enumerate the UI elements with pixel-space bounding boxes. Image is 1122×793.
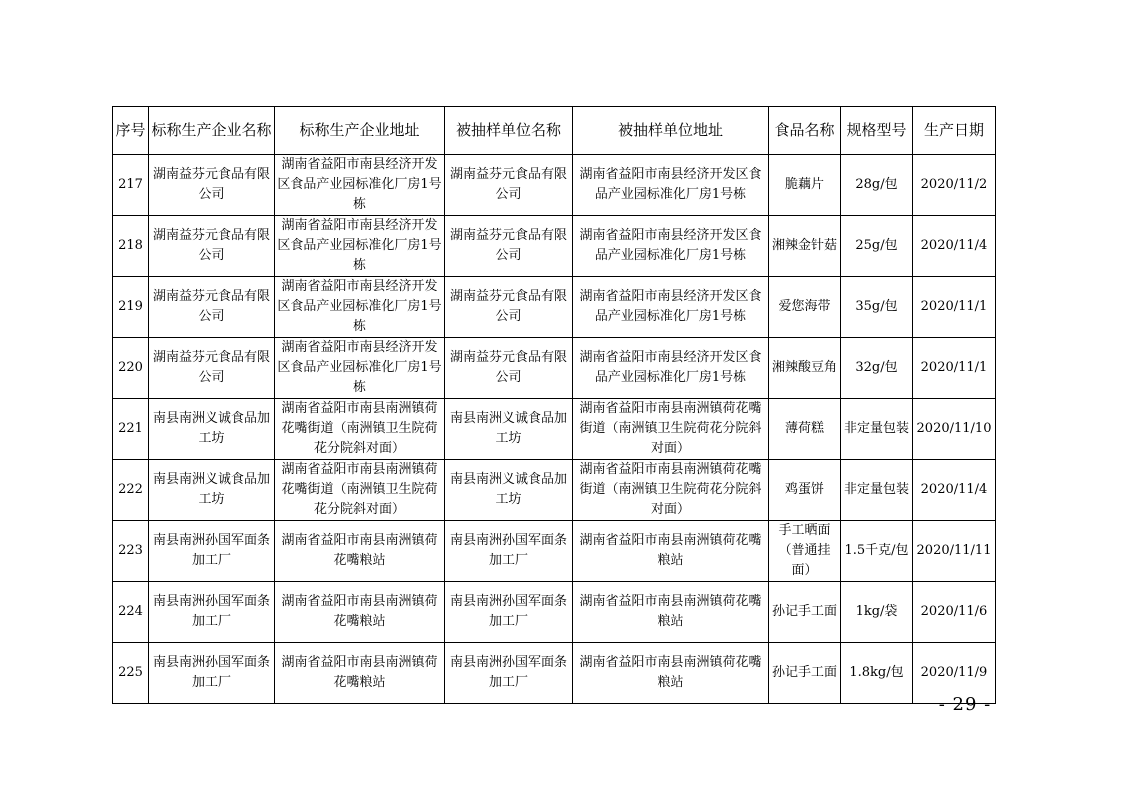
table-row — [113, 338, 996, 399]
table-row — [113, 399, 996, 460]
table-row — [113, 216, 996, 277]
header-date: 生产日期 — [913, 107, 996, 155]
table-row — [113, 460, 996, 521]
cell-sampled-unit: 南县南洲义诚食品加工坊 — [445, 460, 573, 521]
cell-no: 218 — [113, 216, 149, 277]
cell-producer: 南县南洲孙国军面条加工厂 — [149, 643, 275, 704]
cell-sampled-address: 湖南省益阳市南县经济开发区食品产业园标准化厂房1号栋 — [573, 277, 769, 338]
cell-sampled-address: 湖南省益阳市南县南洲镇荷花嘴街道（南洲镇卫生院荷花分院斜对面） — [573, 460, 769, 521]
cell-food: 脆藕片 — [769, 155, 841, 216]
cell-date: 2020/11/10 — [913, 399, 996, 460]
cell-food: 薄荷糕 — [769, 399, 841, 460]
cell-sampled-unit: 南县南洲孙国军面条加工厂 — [445, 643, 573, 704]
cell-no: 222 — [113, 460, 149, 521]
cell-sampled-unit: 湖南益芬元食品有限公司 — [445, 277, 573, 338]
cell-sampled-unit: 南县南洲孙国军面条加工厂 — [445, 582, 573, 643]
cell-producer: 湖南益芬元食品有限公司 — [149, 277, 275, 338]
cell-spec: 32g/包 — [841, 338, 913, 399]
cell-sampled-unit: 湖南益芬元食品有限公司 — [445, 155, 573, 216]
cell-spec: 1kg/袋 — [841, 582, 913, 643]
cell-no: 223 — [113, 521, 149, 582]
header-spec: 规格型号 — [841, 107, 913, 155]
cell-producer-address: 湖南省益阳市南县南洲镇荷花嘴粮站 — [275, 521, 445, 582]
table-row — [113, 155, 996, 216]
cell-no: 220 — [113, 338, 149, 399]
cell-producer-address: 湖南省益阳市南县经济开发区食品产业园标准化厂房1号栋 — [275, 216, 445, 277]
cell-no: 221 — [113, 399, 149, 460]
header-food: 食品名称 — [769, 107, 841, 155]
header-no: 序号 — [113, 107, 149, 155]
cell-food: 手工晒面（普通挂面） — [769, 521, 841, 582]
cell-spec: 非定量包装 — [841, 460, 913, 521]
cell-producer: 南县南洲义诚食品加工坊 — [149, 399, 275, 460]
cell-producer: 南县南洲义诚食品加工坊 — [149, 460, 275, 521]
header-sampled-address: 被抽样单位地址 — [573, 107, 769, 155]
cell-sampled-unit: 南县南洲义诚食品加工坊 — [445, 399, 573, 460]
header-producer: 标称生产企业名称 — [149, 107, 275, 155]
cell-producer-address: 湖南省益阳市南县南洲镇荷花嘴街道（南洲镇卫生院荷花分院斜对面） — [275, 460, 445, 521]
cell-food: 孙记手工面 — [769, 582, 841, 643]
cell-sampled-address: 湖南省益阳市南县南洲镇荷花嘴街道（南洲镇卫生院荷花分院斜对面） — [573, 399, 769, 460]
cell-date: 2020/11/4 — [913, 216, 996, 277]
cell-spec: 1.5千克/包 — [841, 521, 913, 582]
cell-date: 2020/11/11 — [913, 521, 996, 582]
cell-producer: 南县南洲孙国军面条加工厂 — [149, 582, 275, 643]
cell-food: 湘辣酸豆角 — [769, 338, 841, 399]
cell-producer: 湖南益芬元食品有限公司 — [149, 338, 275, 399]
cell-sampled-address: 湖南省益阳市南县经济开发区食品产业园标准化厂房1号栋 — [573, 155, 769, 216]
cell-sampled-address: 湖南省益阳市南县南洲镇荷花嘴粮站 — [573, 643, 769, 704]
cell-sampled-address: 湖南省益阳市南县经济开发区食品产业园标准化厂房1号栋 — [573, 216, 769, 277]
cell-sampled-address: 湖南省益阳市南县南洲镇荷花嘴粮站 — [573, 521, 769, 582]
cell-producer-address: 湖南省益阳市南县经济开发区食品产业园标准化厂房1号栋 — [275, 155, 445, 216]
cell-sampled-unit: 湖南益芬元食品有限公司 — [445, 338, 573, 399]
cell-producer: 湖南益芬元食品有限公司 — [149, 216, 275, 277]
cell-no: 217 — [113, 155, 149, 216]
cell-producer-address: 湖南省益阳市南县经济开发区食品产业园标准化厂房1号栋 — [275, 338, 445, 399]
sampling-table — [112, 106, 996, 704]
cell-date: 2020/11/1 — [913, 277, 996, 338]
header-sampled-unit: 被抽样单位名称 — [445, 107, 573, 155]
cell-food: 鸡蛋饼 — [769, 460, 841, 521]
cell-producer-address: 湖南省益阳市南县南洲镇荷花嘴粮站 — [275, 643, 445, 704]
cell-no: 219 — [113, 277, 149, 338]
cell-producer: 南县南洲孙国军面条加工厂 — [149, 521, 275, 582]
cell-sampled-unit: 南县南洲孙国军面条加工厂 — [445, 521, 573, 582]
cell-producer-address: 湖南省益阳市南县南洲镇荷花嘴街道（南洲镇卫生院荷花分院斜对面） — [275, 399, 445, 460]
cell-date: 2020/11/6 — [913, 582, 996, 643]
page-number: - 29 - — [938, 694, 992, 715]
cell-spec: 35g/包 — [841, 277, 913, 338]
cell-food: 孙记手工面 — [769, 643, 841, 704]
cell-food: 爱您海带 — [769, 277, 841, 338]
cell-producer: 湖南益芬元食品有限公司 — [149, 155, 275, 216]
cell-food: 湘辣金针菇 — [769, 216, 841, 277]
cell-date: 2020/11/4 — [913, 460, 996, 521]
cell-producer-address: 湖南省益阳市南县南洲镇荷花嘴粮站 — [275, 582, 445, 643]
cell-spec: 25g/包 — [841, 216, 913, 277]
table-row — [113, 521, 996, 582]
cell-date: 2020/11/1 — [913, 338, 996, 399]
cell-spec: 1.8kg/包 — [841, 643, 913, 704]
header-producer-address: 标称生产企业地址 — [275, 107, 445, 155]
cell-date: 2020/11/9 — [913, 643, 996, 704]
cell-spec: 非定量包装 — [841, 399, 913, 460]
cell-sampled-unit: 湖南益芬元食品有限公司 — [445, 216, 573, 277]
table-row — [113, 582, 996, 643]
cell-producer-address: 湖南省益阳市南县经济开发区食品产业园标准化厂房1号栋 — [275, 277, 445, 338]
cell-date: 2020/11/2 — [913, 155, 996, 216]
cell-sampled-address: 湖南省益阳市南县南洲镇荷花嘴粮站 — [573, 582, 769, 643]
cell-no: 225 — [113, 643, 149, 704]
cell-no: 224 — [113, 582, 149, 643]
table-row — [113, 643, 996, 704]
header-row — [113, 107, 996, 155]
cell-spec: 28g/包 — [841, 155, 913, 216]
cell-sampled-address: 湖南省益阳市南县经济开发区食品产业园标准化厂房1号栋 — [573, 338, 769, 399]
table-row — [113, 277, 996, 338]
